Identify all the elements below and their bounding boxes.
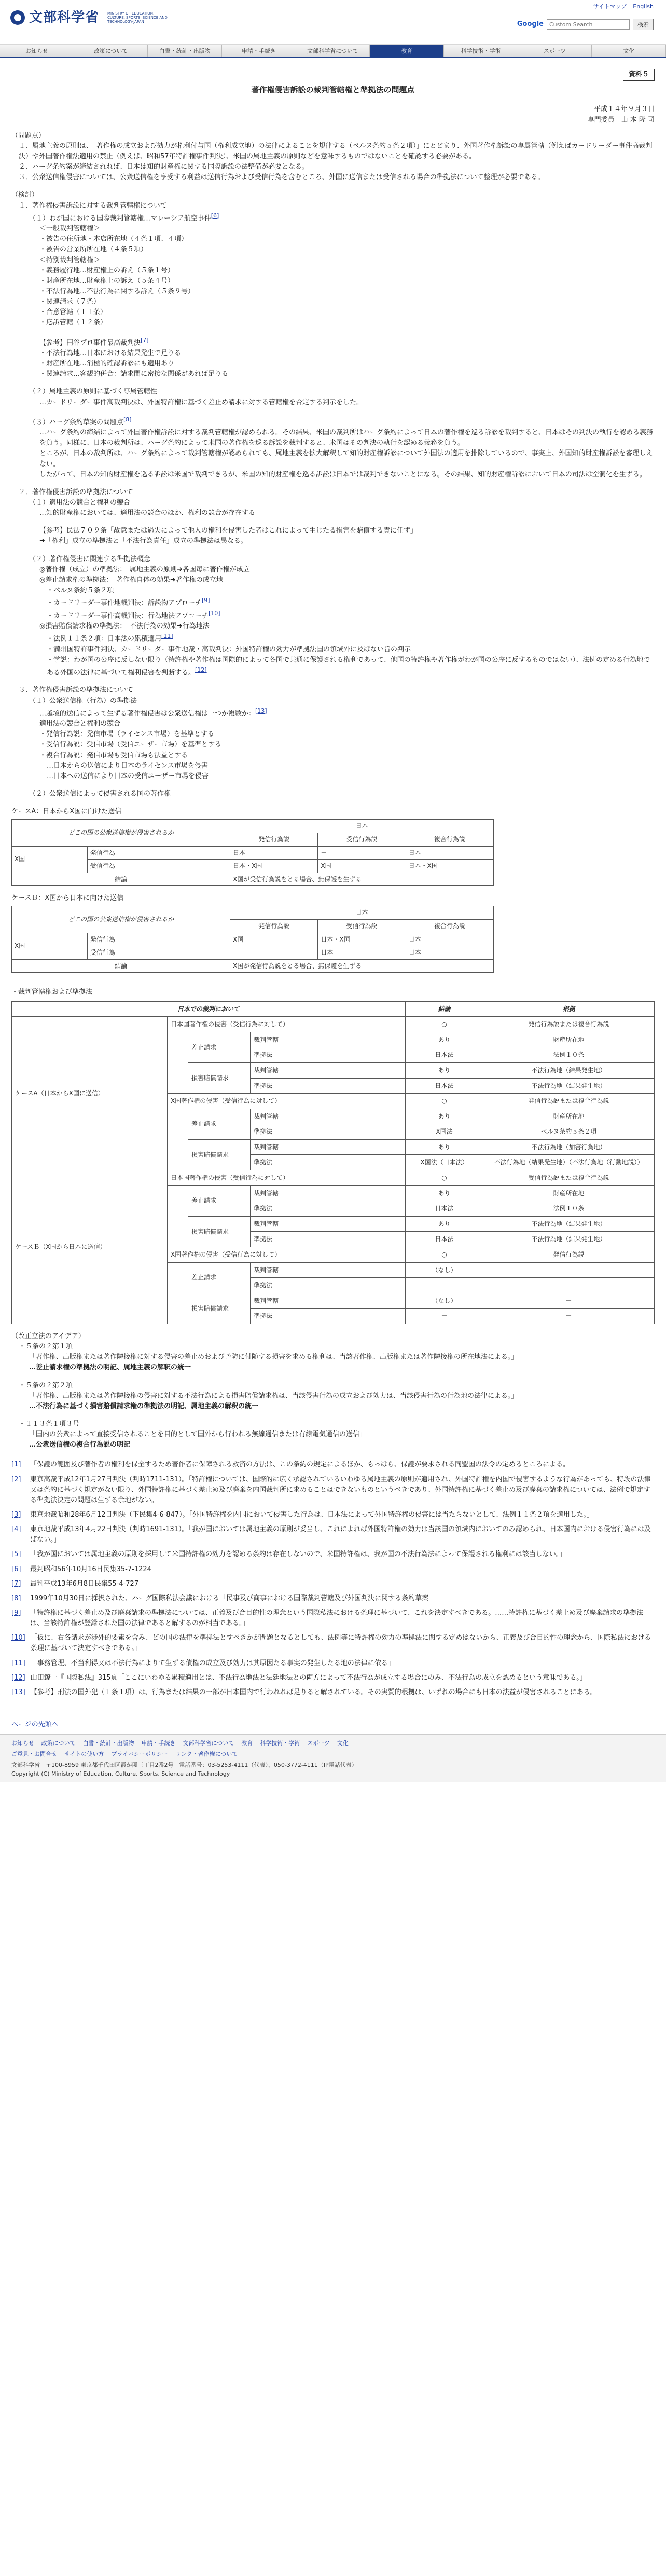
table-cell: 日本法 xyxy=(406,1047,483,1063)
footnote xyxy=(11,1593,655,1604)
reference-heading: 【参考】円谷プロ事件最高裁判決[7] xyxy=(39,336,149,347)
table-cell: 日本・X国 xyxy=(230,860,318,873)
table-cell: － xyxy=(406,1278,483,1293)
table-cell: 日本法 xyxy=(406,1078,483,1094)
table-header: 複合行為説 xyxy=(406,920,493,933)
table-row xyxy=(12,873,494,886)
table-cell: あり xyxy=(406,1139,483,1155)
search-input[interactable] xyxy=(547,19,630,30)
list-item: ＜特別裁判管轄権＞ xyxy=(39,256,101,264)
table-header: 日本 xyxy=(230,820,494,833)
footer-link[interactable]: ご意見・お問合せ xyxy=(11,1751,57,1758)
table-cell: － xyxy=(483,1309,655,1324)
footnote-text: 最判昭和56年10月16日民集35-7-1224 xyxy=(30,1565,151,1573)
nav-news[interactable]: お知らせ xyxy=(0,45,74,57)
idea-note: …差止請求権の準拠法の明記、属地主義の解釈の統一 xyxy=(29,1364,191,1372)
subsection-title: （２）属地主義の原則に基づく専属管轄性 xyxy=(29,388,158,396)
list-item: ・カードリーダー事件高裁判決：行為地法アプローチ[10] xyxy=(47,609,220,620)
list-item: …日本からの送信により日本のライセンス市場を侵害 xyxy=(47,761,208,770)
table-header: 結論 xyxy=(406,1001,483,1017)
footnote-text: 【参考】刑法の国外犯（１条１項）は、行為または結果の一部が日本国内で行われれば足りると解されている。その実質的根拠は、いずれの場合にも日本の法益が侵害されることにある。 xyxy=(30,1688,597,1696)
table-cell: 不法行為地（加害行為地） xyxy=(483,1139,655,1155)
list-item: ◎著作権（成立）の準拠法： 属地主義の原則➜各国毎に著作権が成立 xyxy=(39,565,250,574)
table-header: 根拠 xyxy=(483,1001,655,1017)
nav-publications[interactable]: 白書・統計・出版物 xyxy=(148,45,222,57)
table-cell: 財産所在地 xyxy=(483,1185,655,1201)
footnote xyxy=(11,1658,655,1669)
footnote-number[interactable]: [5] xyxy=(11,1550,21,1559)
document-author: 専門委員 山 本 隆 司 xyxy=(587,116,655,124)
footnote-number[interactable]: [12] xyxy=(11,1673,25,1682)
table-cell: あり xyxy=(406,1032,483,1047)
list-item: ・法例１１条２項：日本法の累積適用[11] xyxy=(47,633,173,643)
nav-policy[interactable]: 政策について xyxy=(74,45,148,57)
table-cell: 裁判管轄 xyxy=(251,1293,406,1309)
table-caption: ・裁判管轄権および準拠法 xyxy=(11,988,93,997)
paragraph: ところが、日本の裁判所は、ハーグ条約によって裁判管轄権が認められても、属地主義を拡大解釈して知的財産権訴訟について外国法の適用を排除しているので、事実上、外国知的財産権訴訟を審理しえない。 xyxy=(39,449,653,468)
list-item: ◎損害賠償請求権の準拠法： 不法行為の効果➜行為地法 xyxy=(39,622,210,631)
table-cell: ケースＢ（X国から日本に送信） xyxy=(12,1170,168,1324)
footnote-number[interactable]: [8] xyxy=(11,1594,21,1602)
table-cell: 準拠法 xyxy=(251,1047,406,1063)
section-heading: （検討） xyxy=(11,191,39,199)
table-cell: X国著作権の侵害（受信行為に対して） xyxy=(168,1094,406,1109)
page-top xyxy=(11,1720,666,1730)
section-heading: （問題点） xyxy=(11,131,46,140)
list-item: …日本への送信により日本の受信ユーザー市場を侵害 xyxy=(47,772,209,780)
footnote xyxy=(11,1510,655,1520)
table-cell: 受信行為説または複合行為説 xyxy=(483,1170,655,1186)
table-cell: あり xyxy=(406,1062,483,1078)
table-cell: （なし） xyxy=(406,1293,483,1309)
list-item: ・不法行為地…日本における結果発生で足りる xyxy=(39,349,182,357)
footnote-number[interactable]: [2] xyxy=(11,1475,21,1483)
footnote xyxy=(11,1460,655,1470)
table-row xyxy=(12,846,494,860)
list-item: ・財産所在地…消極的確認訴訟にも適用あり xyxy=(39,360,175,368)
table-cell: あり xyxy=(406,1109,483,1124)
table-caption: ケースA：日本からX国に向けた送信 xyxy=(11,808,122,816)
table-header: 日本での裁判において xyxy=(12,1001,406,1017)
concept-list xyxy=(11,565,655,678)
table-cell: 日本国著作権の侵害（受信行為に対して） xyxy=(168,1170,406,1186)
list-item: ・不法行為地…不法行為に関する訴え（５条９号） xyxy=(39,287,195,295)
logo-english: MINISTRY OF EDUCATION, CULTURE, SPORTS, SCIENCE AND TECHNOLOGY-JAPAN xyxy=(107,11,168,24)
footer-link[interactable]: 申請・手続き xyxy=(141,1740,176,1747)
nav-sports[interactable]: スポーツ xyxy=(518,45,592,57)
idea-heading: ・５条の２第２項 xyxy=(19,1381,73,1389)
list-item: ◎差止請求権の準拠法： 著作権自体の効果➜著作権の成立地 xyxy=(39,576,223,584)
table-cell: － xyxy=(483,1262,655,1278)
table-cell: 差止請求 xyxy=(188,1185,251,1216)
reference-note: ➜「権利」成立の準拠法と「不法行為責任」成立の準拠法は異なる。 xyxy=(39,537,247,546)
footnote xyxy=(11,1608,655,1629)
section-title: ２．著作権侵害訴訟の準拠法について xyxy=(19,488,133,496)
document-label: 資料５ xyxy=(11,69,655,81)
table-cell: 差止請求 xyxy=(188,1032,251,1062)
table-cell: 準拠法 xyxy=(251,1078,406,1094)
footnote-text: 「特許権に基づく差止め及び廃棄請求の準拠法については、正義及び合目的性の理念という国際私法における条理に基づいて、これを決定すべきである。……特許権に基づく差止め及び廃棄請求の準拠法は、当該特許権が登録された国の法律であると解するのが相当である。」 xyxy=(30,1609,644,1628)
idea-text: 「国内の公衆によって直接受信されることを目的として国外から行われる無線通信または有線電気通信の送信」 xyxy=(29,1430,367,1439)
table-cell: 裁判管轄 xyxy=(251,1262,406,1278)
table-cell: － xyxy=(406,1309,483,1324)
footnote-number[interactable]: [6] xyxy=(11,1565,21,1573)
table-cell: 法例１０条 xyxy=(483,1201,655,1217)
table-row xyxy=(12,1017,655,1032)
paragraph: したがって、日本の知的財産権を巡る訴訟は米国で裁判できるが、米国の知的財産権を巡る訴訟は日本では裁判できないことになる。その結果、知的財産権訴訟において日本の司法は空洞化を生ずる。 xyxy=(39,470,646,479)
footnote xyxy=(11,1687,655,1698)
table-cell: ○ xyxy=(406,1170,483,1186)
table-cell: 不法行為地（結果発生地） xyxy=(483,1078,655,1094)
search-brand: Google xyxy=(517,20,544,28)
footnote-text: 東京地裁昭和28年6月12日判決（下民集4-6-847）。「外国特許権を内国において侵害した行為は、日本法によって外国特許権の侵害には当たらないとして、法例１１条２項を適用した。」 xyxy=(30,1510,594,1519)
table-cell: あり xyxy=(406,1216,483,1232)
table-cell: 日本 xyxy=(406,933,493,946)
table-cell: 準拠法 xyxy=(251,1124,406,1140)
table-cell: 裁判管轄 xyxy=(251,1062,406,1078)
document-meta xyxy=(11,104,655,125)
footnote-text: 1999年10月30日に採択された、ハーグ国際私法会議における「民事及び商事における国際裁判管轄及び外国判決に関する条約草案」 xyxy=(30,1594,436,1602)
nav-education[interactable]: 教育 xyxy=(370,45,444,57)
table-cell: 損害賠償請求 xyxy=(188,1062,251,1093)
footer-link[interactable]: お知らせ xyxy=(11,1740,34,1747)
table-cell: 差止請求 xyxy=(188,1262,251,1293)
paragraph: …ハーグ条約の締結によって外国著作権訴訟に対する裁判管轄権が認められる。その結果、米国の裁判所はハーグ条約によって日本の著作権を巡る訴訟を裁判すると、日本はその判決の執行を認める義務を負う。同様に、日本の裁判所は、ハーグ条約によって米国の著作権を巡る訴訟を裁判すると、米国はその判決の執行を認める義務を負う。 xyxy=(39,429,654,447)
footnote-text: 東京地裁平成13年4月22日判決（判時1691-131）。「我が国においては属地主義の原則が妥当し、これによれば外国特許権の効力は当該国の領域内においてのみ認められ、日本国内における侵害行為には及ばない。」 xyxy=(30,1525,651,1544)
table-cell: 裁判管轄 xyxy=(251,1139,406,1155)
table-cell: 発信行為 xyxy=(87,846,230,860)
site-header xyxy=(0,0,666,45)
list-item: ・関連請求（７条） xyxy=(39,298,101,306)
table-header: 受信行為説 xyxy=(318,920,406,933)
footer-link[interactable]: 文化 xyxy=(337,1740,349,1747)
table-cell: 日本 xyxy=(406,946,493,960)
list-item: ・合意管轄（１１条） xyxy=(39,308,107,317)
footer-link[interactable]: 教育 xyxy=(241,1740,253,1747)
footnote-text: 「仮に、右各請求が涉外的要素を含み、どの国の法律を準拠法とすべきかが問題となるとしても、法例等に特許権の効力の準拠法に関する定めはないから、正義及び合目的性の理念から、国際私法における条理に基づいて決定すべきである。」 xyxy=(30,1634,651,1653)
sitemap-link[interactable]: サイトマップ xyxy=(593,3,627,10)
table-header: 日本 xyxy=(230,906,494,920)
table-cell: X国 xyxy=(230,933,318,946)
nav-culture[interactable]: 文化 xyxy=(592,45,666,57)
global-nav xyxy=(0,45,666,58)
problem-item: ２．ハーグ条約案が締結されれば、日本は知的財産権に関する国際訴訟の法整備が必要となる。 xyxy=(19,163,309,171)
footer-link[interactable]: 政策について xyxy=(41,1740,76,1747)
footnote xyxy=(11,1524,655,1545)
problem-item: １．属地主義の原則は、「著作権の成立および効力が権利付与国（権利成立地）の法律によることを規律する（ベルヌ条約５条２項）」にとどまり、外国著作権訴訟の専属管轄（例えばカードリーダー事件高裁判決）や外国著作権法適用の禁止（例えば、昭和57年特許権事件判決）、米国の属地主義の原則などを意味するものではないことを確認する必要がある。 xyxy=(19,142,653,160)
table-caption: ケースＢ：X国から日本に向けた送信 xyxy=(11,894,124,903)
jurisdiction-table xyxy=(11,1001,655,1324)
table-corner: どこの国の公衆送信権が侵害されるか xyxy=(12,820,230,846)
footnote-text: 山田鐐一『国際私法』315頁「ここにいわゆる累積適用とは、不法行為地法と法廷地法との両方によって不法行為が成立する場合にのみ、不法行為の成立を認めるという意味である。」 xyxy=(30,1673,587,1682)
table-cell: 日本 xyxy=(230,846,318,860)
utility-links xyxy=(593,2,654,11)
footer-link[interactable]: プライバシーポリシー xyxy=(111,1751,168,1758)
table-cell: － xyxy=(483,1278,655,1293)
table-cell: 損害賠償請求 xyxy=(188,1216,251,1247)
table-cell: あり xyxy=(406,1185,483,1201)
footnote-text: 最判平成13年6月8日民集55-4-727 xyxy=(30,1579,139,1588)
table-cell: 日本法 xyxy=(406,1232,483,1247)
table-cell: 日本・X国 xyxy=(318,933,406,946)
table-cell: 不法行為地（結果発生地） xyxy=(483,1216,655,1232)
paragraph: …知的財産権においては、適用法の競合のほか、権利の競合が存在する xyxy=(39,509,256,517)
table-cell: X国法 xyxy=(406,1124,483,1140)
footer-sub-nav xyxy=(11,1750,655,1759)
reference-block: 【参考】民法７０９条「故意または過失によって他人の権利を侵害した者はこれによって生じたる損害を賠償する責に任ず」 xyxy=(39,527,418,535)
ministry-emblem-icon xyxy=(10,10,25,25)
list-item: …越境的送信によって生ずる著作権侵害は公衆送信権は一つか複数か：[13] xyxy=(39,707,267,718)
footnote-text: 東京高裁平成12年1月27日判決（判時1711-131）。「特許権については、国際的に広く承認されているいわゆる属地主義の原則が適用され、外国特許権を内国で侵害するような行為があっても、特段の法律又は条約に基づく規定がない限り、外国特許権に基づく差止め及び廃棄を内国裁判所に求めることはできないものというべきであり、外国特許権に基づく差止め及び廃棄の請求権については、法例で規定する準拠法決定の問題は生ずる余地がない。」 xyxy=(30,1475,651,1504)
idea-heading: ・５条の２第１項 xyxy=(19,1343,73,1351)
list-item: ・財産所在地…財産権上の訴え（５条４号） xyxy=(39,277,175,285)
table-cell: 裁判管轄 xyxy=(251,1032,406,1047)
case-b-table xyxy=(11,906,494,973)
table-cell: 結論 xyxy=(12,873,230,886)
table-cell: 日本 xyxy=(406,846,493,860)
footer-link[interactable]: スポーツ xyxy=(307,1740,330,1747)
table-cell: 日本法 xyxy=(406,1201,483,1217)
table-corner: どこの国の公衆送信権が侵害されるか xyxy=(12,906,230,933)
table-header: 複合行為説 xyxy=(406,833,493,846)
list-item: ・受信行為説：受信市場（受信ユーザー市場）を基準とする xyxy=(39,741,222,749)
footnote-number[interactable]: [4] xyxy=(11,1525,21,1534)
table-cell: 発信行為 xyxy=(87,933,230,946)
table-cell: 差止請求 xyxy=(188,1109,251,1139)
footnote-text: 「我が国においては属地主義の原則を採用して米国特許権の効力を認める条約は存在しないので、米国特許権は、我が国の不法行為法によって保護される権利には該当しない。」 xyxy=(30,1550,566,1559)
table-header: 発信行為説 xyxy=(230,920,318,933)
footer-address: 文部科学省 〒100-8959 東京都千代田区霞が関三丁目2番2号 電話番号：03-5253-4111（代表）、050-3772-4111（IP電話代表） xyxy=(11,1762,357,1769)
table-cell: 発信行為説または複合行為説 xyxy=(483,1094,655,1109)
list-item: ・満州国特許事件判決、カードリーダー事件地裁・高裁判決：外国特許権の効力が準拠法国の領域外に及ばない旨の判示 xyxy=(47,645,411,653)
footer-link[interactable]: 白書・統計・出版物 xyxy=(82,1740,134,1747)
footnote xyxy=(11,1564,655,1575)
table-cell: ○ xyxy=(406,1017,483,1032)
table-cell: － xyxy=(230,946,318,960)
table-cell: 日本・X国 xyxy=(406,860,493,873)
table-cell: X国が受信行為説をとる場合、無保護を生ずる xyxy=(230,873,494,886)
list-item: 適用法の競合と権利の競合 xyxy=(39,720,121,728)
table-cell: 財産所在地 xyxy=(483,1032,655,1047)
table-row xyxy=(12,959,494,973)
table-cell: X国法（日本法） xyxy=(406,1155,483,1170)
table-cell: X国 xyxy=(318,860,406,873)
footnote-link[interactable]: [11] xyxy=(161,633,173,640)
logo-text: 文部科学省 xyxy=(29,10,100,25)
table-cell: 準拠法 xyxy=(251,1155,406,1170)
table-cell: 裁判管轄 xyxy=(251,1185,406,1201)
list-item: ・被告の営業所所在地（４条５項） xyxy=(39,246,148,254)
table-cell: ○ xyxy=(406,1094,483,1109)
footer-link[interactable]: サイトの使い方 xyxy=(64,1751,104,1758)
table-cell: 準拠法 xyxy=(251,1232,406,1247)
footnote-link[interactable]: [6] xyxy=(211,212,219,219)
ideas-section xyxy=(11,1331,655,1450)
table-cell: 損害賠償請求 xyxy=(188,1293,251,1324)
subsection-title: （２）著作権侵害に関連する準拠法概念 xyxy=(29,555,151,563)
table-cell: 日本 xyxy=(318,946,406,960)
case-a-table xyxy=(11,819,494,886)
idea-heading: ・１１３条１項３号 xyxy=(19,1420,80,1428)
footnote-link[interactable]: [10] xyxy=(209,609,220,617)
site-logo[interactable] xyxy=(10,7,170,28)
table-cell: 裁判管轄 xyxy=(251,1109,406,1124)
list-item: ・発信行為説：発信市場（ライセンス市場）を基準とする xyxy=(39,730,214,739)
section-heading: （改正立法のアイデア） xyxy=(11,1332,85,1340)
list-item: ・カードリーダー事件地裁判決：訴訟物アプローチ[9] xyxy=(47,597,210,607)
problem-item: ３．公衆送信権侵害については、公衆送信権を享受する利益は送信行為および受信行為を含むところ、外国に送信または受信される場合の準拠法について整理が必要である。 xyxy=(19,173,545,182)
subsection-title: （３）ハーグ条約草案の問題点[8] xyxy=(29,416,132,427)
footnote-link[interactable]: [12] xyxy=(195,666,207,673)
nav-applications[interactable]: 申請・手続き xyxy=(222,45,296,57)
table-cell: X国 xyxy=(12,933,88,959)
page-top-link[interactable]: ページの先頭へ xyxy=(11,1720,59,1728)
footnote-text: 「事務管理、不当利得又は不法行為によりて生ずる債権の成立及び効力は其原因たる事実の発生したる地の法律に依る」 xyxy=(30,1659,395,1667)
list-item: ・ベルヌ条約５条２項 xyxy=(47,587,114,594)
table-cell: 不法行為地（結果発生地） xyxy=(483,1232,655,1247)
list-item: ・学説：わが国の公序に反しない限り（特許権や著作権は国際的によって各国で共通に保護される権利であって、他国の特許権や著作権がわが国の公序に反するものではない）、法例の定める行為地である外国の法律に基づいて権利侵害を判断する。[12] xyxy=(47,656,650,677)
footnote xyxy=(11,1579,655,1589)
main-content xyxy=(0,58,666,1707)
table-cell: 不法行為地（結果発生地）（不法行為地（行動地説）） xyxy=(483,1155,655,1170)
section-title: １．著作権侵害訴訟に対する裁判管轄権について xyxy=(19,201,167,210)
footnote-number[interactable]: [1] xyxy=(11,1461,21,1469)
table-cell: 発信行為説または複合行為説 xyxy=(483,1017,655,1032)
footnote xyxy=(11,1673,655,1683)
table-cell: － xyxy=(318,846,406,860)
list-item: ＜一般裁判管轄権＞ xyxy=(39,225,101,233)
theory-list xyxy=(11,706,655,782)
footnotes xyxy=(11,1460,655,1698)
subsection-title: （１）適用法の競合と権利の競合 xyxy=(29,499,131,507)
footnote-number[interactable]: [10] xyxy=(11,1634,25,1642)
table-cell: － xyxy=(483,1293,655,1309)
table-cell: X国 xyxy=(12,846,88,873)
copyright: Copyright (C) Ministry of Education, Culture, Sports, Science and Technology xyxy=(11,1770,230,1778)
table-cell: 結論 xyxy=(12,959,230,973)
subsection-title: （１）公衆送信権（行為）の準拠法 xyxy=(29,697,137,705)
table-cell: ベルヌ条約５条２項 xyxy=(483,1124,655,1140)
footnote xyxy=(11,1633,655,1654)
table-cell: 準拠法 xyxy=(251,1278,406,1293)
footer-nav xyxy=(11,1739,655,1748)
footer-link[interactable]: リンク・著作権について xyxy=(175,1751,238,1758)
section-title: ３．著作権侵害訴訟の準拠法について xyxy=(19,686,133,694)
list-item: ・複合行為説：発信市場も受信市場も法益とする xyxy=(39,751,188,759)
footnote-number[interactable]: [9] xyxy=(11,1609,21,1617)
table-cell: 裁判管轄 xyxy=(251,1216,406,1232)
table-cell: 準拠法 xyxy=(251,1309,406,1324)
footnote-link[interactable]: [7] xyxy=(141,336,149,344)
table-cell: 準拠法 xyxy=(251,1201,406,1217)
footnote-number[interactable]: [3] xyxy=(11,1510,21,1519)
list-item: ・被告の住所地・本店所在地（４条１項、４項） xyxy=(39,235,188,243)
subsection-title: （１）わが国における国際裁判管轄権…マレーシア航空事件[6] xyxy=(29,212,219,222)
footnote-number[interactable]: [13] xyxy=(11,1688,25,1696)
site-footer xyxy=(0,1734,666,1782)
table-cell: 発信行為説 xyxy=(483,1247,655,1263)
footnote-number[interactable]: [11] xyxy=(11,1659,25,1667)
idea-note: …不法行為に基づく損害賠償請求権の準拠法の明記、属地主義の解釈の統一 xyxy=(29,1402,259,1410)
table-cell: 受信行為 xyxy=(87,860,230,873)
table-cell: 不法行為地（結果発生地） xyxy=(483,1062,655,1078)
footer-link[interactable]: 文部科学省について xyxy=(183,1740,234,1747)
paragraph: …カードリーダー事件高裁判決は、外国特許権に基づく差止め請求に対する管轄権を否定する判示をした。 xyxy=(39,398,364,406)
jurisdiction-list xyxy=(11,224,655,328)
list-item: ・関連請求…客観的併合：請求間に密接な関係があれば足りる xyxy=(39,370,229,378)
list-item: ・義務履行地…財産権上の訴え（５条１号） xyxy=(39,266,175,275)
footnote xyxy=(11,1549,655,1560)
reference-block xyxy=(11,336,655,380)
footnote-number[interactable]: [7] xyxy=(11,1579,21,1588)
table-cell: 日本国著作権の侵害（受信行為に対して） xyxy=(168,1017,406,1032)
document-date: 平成１４年９月３日 xyxy=(593,105,655,114)
footnote-link[interactable]: [9] xyxy=(202,597,210,604)
table-cell: 法例１０条 xyxy=(483,1047,655,1063)
english-link[interactable]: English xyxy=(633,3,654,10)
subsection-title: （２）公衆送信によって侵害される国の著作権 xyxy=(29,790,171,798)
table-cell: 財産所在地 xyxy=(483,1109,655,1124)
table-row xyxy=(12,933,494,946)
nav-science[interactable]: 科学技術・学術 xyxy=(444,45,518,57)
footer-link[interactable]: 科学技術・学術 xyxy=(260,1740,300,1747)
document-title: 著作権侵害訴訟の裁判管轄権と準拠法の問題点 xyxy=(251,85,415,95)
footnote xyxy=(11,1475,655,1506)
list-item: ・応訴管轄（１２条） xyxy=(39,319,107,327)
idea-text: 「著作権、出版権または著作隣接権に対する侵害の差止めおよび予防に付随する損害を求める権利は、当該著作権、出版権または著作隣接権の所在地法による。」 xyxy=(29,1353,518,1361)
nav-about[interactable]: 文部科学省について xyxy=(296,45,370,57)
table-cell: X国が発信行為説をとる場合、無保護を生ずる xyxy=(230,959,494,973)
footnote-link[interactable]: [8] xyxy=(123,416,132,423)
search-button[interactable]: 検索 xyxy=(633,19,654,30)
table-header: 受信行為説 xyxy=(318,833,406,846)
table-cell: ○ xyxy=(406,1247,483,1263)
table-cell: 受信行為 xyxy=(87,946,230,960)
table-row xyxy=(12,1170,655,1186)
table-cell: （なし） xyxy=(406,1262,483,1278)
footnote-link[interactable]: [13] xyxy=(255,707,267,714)
search-area xyxy=(517,19,654,30)
table-cell: 損害賠償請求 xyxy=(188,1139,251,1170)
table-cell: X国著作権の侵害（受信行為に対して） xyxy=(168,1247,406,1263)
table-header: 発信行為説 xyxy=(230,833,318,846)
footnote-text: 「保護の範囲及び著作者の権利を保全するため著作者に保障される救済の方法は、この条約の規定によるほか、もっぱら、保護が要求される同盟国の法令の定めるところによる。」 xyxy=(30,1461,573,1469)
idea-note: …公衆送信権の複合行為説の明記 xyxy=(29,1441,131,1449)
table-cell: ケースA（日本からX国に送信） xyxy=(12,1017,168,1170)
idea-text: 「著作権、出版権または著作隣接権の侵害に対する不法行為による損害賠償請求権は、当該侵害行為の成立および効力は、当該侵害行為の行為地の法律による。」 xyxy=(29,1392,518,1400)
